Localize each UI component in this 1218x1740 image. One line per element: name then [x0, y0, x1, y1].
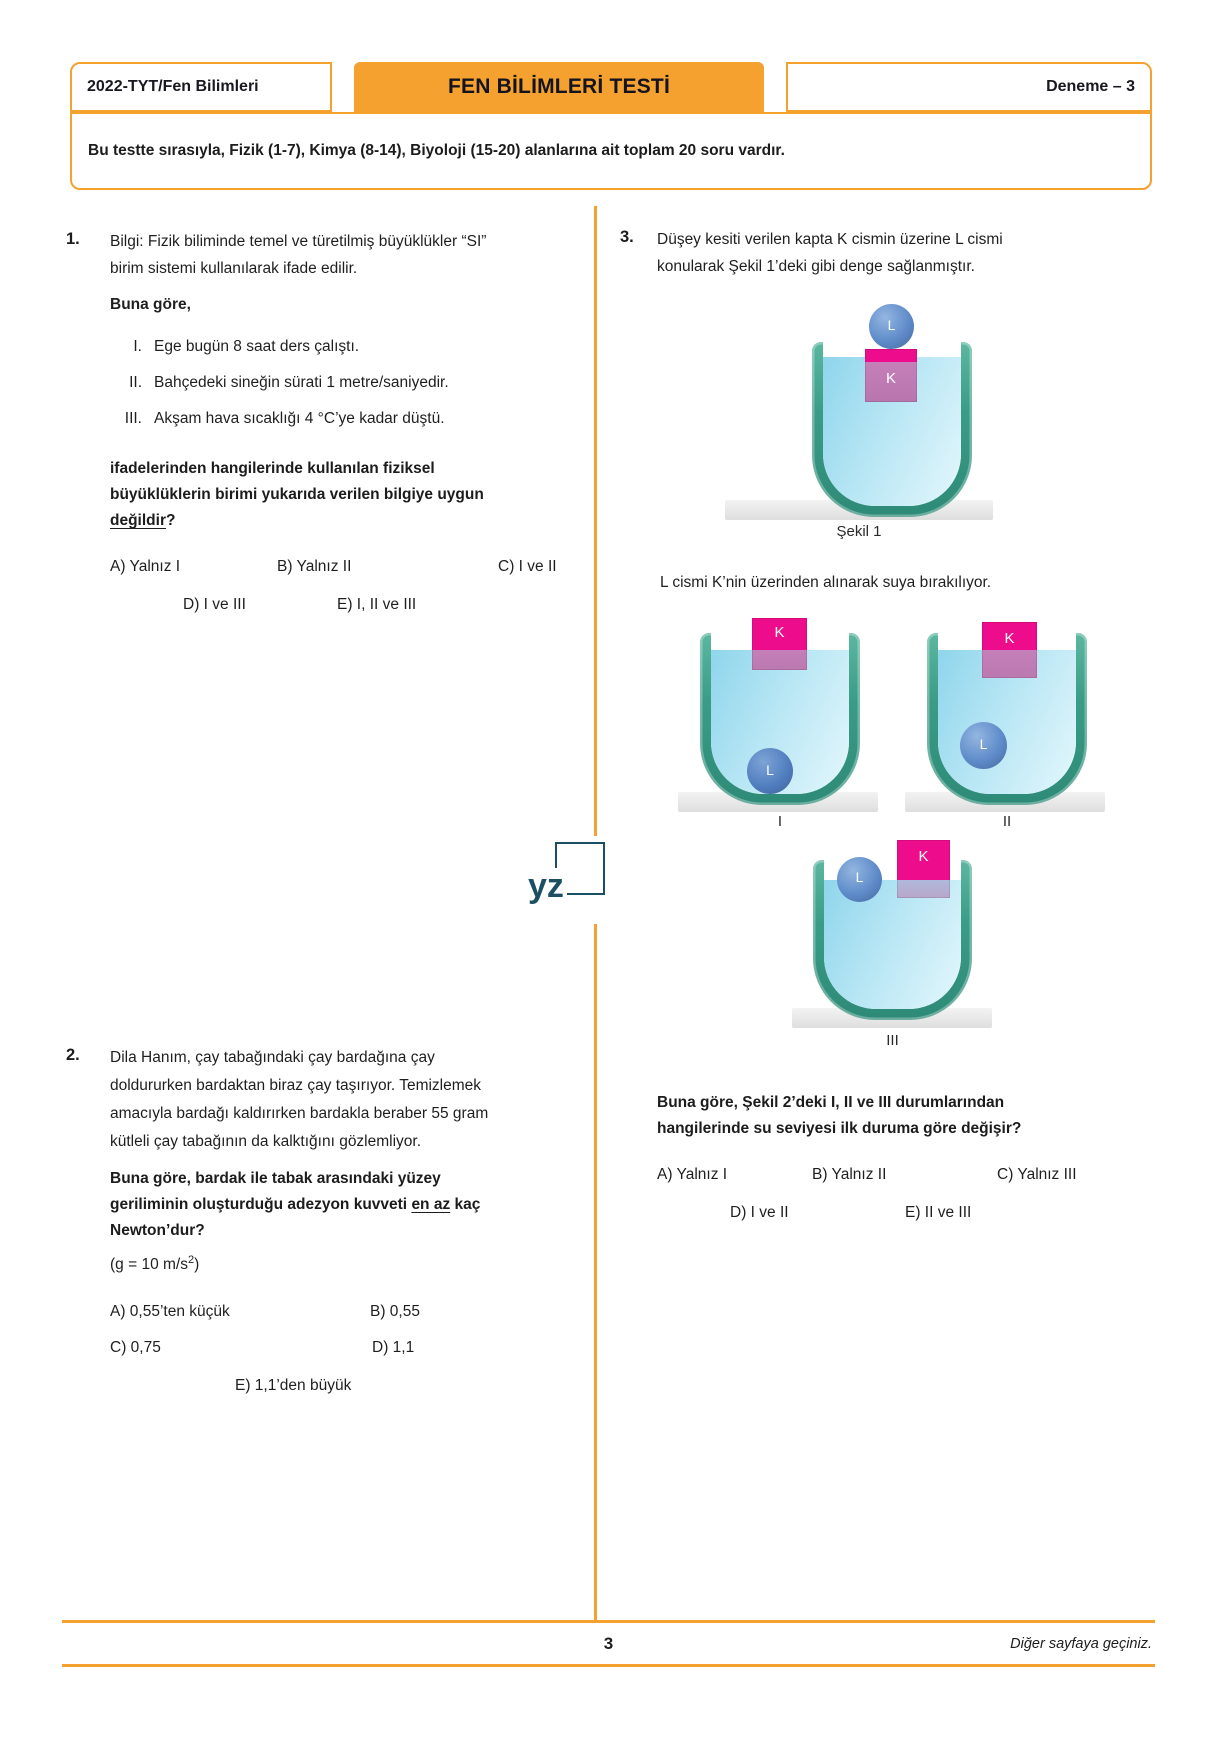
q3-number: 3. — [620, 228, 634, 246]
roman-numeral: III. — [124, 410, 142, 427]
item-text: Bahçedeki sineğin sürati 1 metre/saniyedir. — [154, 374, 449, 391]
q1-option-e: E) I, II ve III — [337, 596, 417, 613]
text-line: hangilerinde su seviyesi ilk duruma göre değişir? — [657, 1120, 1022, 1137]
text-line: büyüklüklerin birimi yukarıda verilen bilgiye uygun — [110, 486, 484, 503]
l-label: L — [766, 762, 774, 778]
text-line — [110, 1192, 480, 1218]
g-note-text: ) — [194, 1256, 200, 1274]
q1-option-c: C) I ve II — [498, 558, 557, 575]
q2-option-e: E) 1,1’den büyük — [235, 1377, 352, 1394]
publisher-logo — [528, 840, 612, 912]
figure1-caption: Şekil 1 — [836, 523, 882, 540]
q3-option-d: D) I ve II — [730, 1204, 789, 1221]
q3-intro — [657, 226, 1003, 280]
block-k-case2 — [982, 622, 1037, 678]
ball-l-figure1 — [869, 304, 914, 349]
q2-option-b: B) 0,55 — [370, 1303, 420, 1320]
text-line: Buna göre, bardak ile tabak arasındaki yüzey — [110, 1170, 441, 1187]
case3-label: III — [886, 1032, 899, 1049]
text-line: doldururken bardaktan biraz çay taşırıyor. Temizlemek — [110, 1077, 482, 1094]
k-label: K — [1004, 630, 1015, 647]
header-test-title-tab — [354, 62, 764, 112]
q3-mid-sentence: L cismi K’nin üzerinden alınarak suya bırakılıyor. — [660, 574, 992, 591]
q1-intro — [110, 228, 486, 282]
q2-option-a: A) 0,55’ten küçük — [110, 1303, 230, 1320]
header-exam-number-tab — [786, 62, 1152, 112]
k-label: K — [885, 370, 896, 387]
test-title: FEN BİLİMLERİ TESTİ — [448, 75, 670, 98]
stem-tail: ? — [165, 512, 176, 529]
header-course-tab — [70, 62, 332, 112]
case1-label: I — [777, 813, 783, 830]
ball-l-case2 — [960, 722, 1007, 769]
q2-option-d: D) 1,1 — [372, 1339, 415, 1356]
text-line: kütleli çay tabağının da kalktığını gözlemliyor. — [110, 1133, 422, 1150]
q3-option-b: B) Yalnız II — [812, 1166, 887, 1183]
q2-option-c: C) 0,75 — [110, 1339, 161, 1356]
case2-label: II — [1002, 813, 1012, 830]
q3-option-a: A) Yalnız I — [657, 1166, 728, 1183]
block-k-case1 — [752, 618, 807, 670]
g-note-text: (g = 10 m/s — [110, 1256, 188, 1274]
q1-lead: Buna göre, — [110, 296, 191, 313]
q1-number: 1. — [66, 230, 80, 248]
text-line: amacıyla bardağı kaldırırken bardakla beraber 55 gram — [110, 1105, 489, 1122]
q1-stem — [110, 456, 484, 534]
q3-stem — [657, 1090, 1021, 1142]
exam-number-label: Deneme – 3 — [1046, 78, 1135, 95]
l-label: L — [887, 317, 896, 333]
header-course-label: 2022-TYT/Fen Bilimleri — [87, 78, 259, 95]
text-line: konularak Şekil 1’deki gibi denge sağlanmıştır. — [657, 258, 975, 275]
text-line: ifadelerinden hangilerinde kullanılan fiziksel — [110, 460, 435, 477]
logo-text: yz — [528, 868, 567, 904]
q2-number: 2. — [66, 1046, 80, 1064]
underlined-word: değildir — [110, 512, 166, 529]
text-line — [110, 508, 484, 534]
superscript: 2 — [187, 1254, 195, 1266]
underlined-phrase: en az — [411, 1196, 451, 1213]
item-text: Ege bugün 8 saat ders çalıştı. — [154, 338, 360, 355]
instruction-box — [70, 112, 1152, 190]
roman-numeral: II. — [129, 374, 142, 391]
item-text: Akşam hava sıcaklığı 4 °C’ye kadar düştü. — [154, 410, 445, 427]
q1-item-3 — [110, 410, 445, 428]
q1-option-d: D) I ve III — [183, 596, 246, 613]
l-label: L — [979, 736, 988, 752]
text-line: Dila Hanım, çay tabağındaki çay bardağına çay — [110, 1049, 435, 1066]
instruction-text: Bu testte sırasıyla, Fizik (1-7), Kimya (8-14), Biyoloji (15-20) alanlarına ait toplam 20 soru vardır. — [88, 142, 785, 159]
water — [824, 880, 961, 1009]
footer-rule-bottom — [62, 1664, 1155, 1667]
stem-text: geriliminin oluşturduğu adezyon kuvveti — [110, 1196, 412, 1213]
q1-item-2 — [110, 374, 449, 392]
footer-rule-top — [62, 1620, 1155, 1623]
text-line: Düşey kesiti verilen kapta K cismin üzerine L cismi — [657, 231, 1003, 248]
column-divider-bottom — [594, 924, 597, 1622]
l-label: L — [855, 869, 864, 885]
text-line: Newton’dur? — [110, 1222, 205, 1239]
q2-intro — [110, 1044, 488, 1156]
roman-numeral: I. — [133, 338, 142, 355]
k-label: K — [774, 624, 785, 641]
q1-item-1 — [110, 338, 359, 356]
q2-stem — [110, 1166, 480, 1244]
q1-option-a: A) Yalnız I — [110, 558, 181, 575]
text-line: birim sistemi kullanılarak ifade edilir. — [110, 260, 358, 277]
q3-option-c: C) Yalnız III — [997, 1166, 1077, 1183]
stem-text: kaç — [450, 1196, 481, 1213]
page-number: 3 — [603, 1634, 614, 1653]
q2-gravity-note — [110, 1254, 199, 1274]
q3-option-e: E) II ve III — [905, 1204, 972, 1221]
next-page-note: Diğer sayfaya geçiniz. — [1010, 1636, 1152, 1652]
text-line: Buna göre, Şekil 2’deki I, II ve III durumlarından — [657, 1094, 1005, 1111]
column-divider-top — [594, 206, 597, 836]
block-k-case3 — [897, 840, 950, 898]
ball-l-case3 — [837, 857, 882, 902]
q1-option-b: B) Yalnız II — [277, 558, 352, 575]
text-line: Bilgi: Fizik biliminde temel ve türetilmiş büyüklükler “SI” — [110, 233, 487, 250]
ball-l-case1 — [747, 748, 793, 794]
k-label: K — [918, 848, 929, 865]
block-k-figure1 — [865, 349, 917, 402]
